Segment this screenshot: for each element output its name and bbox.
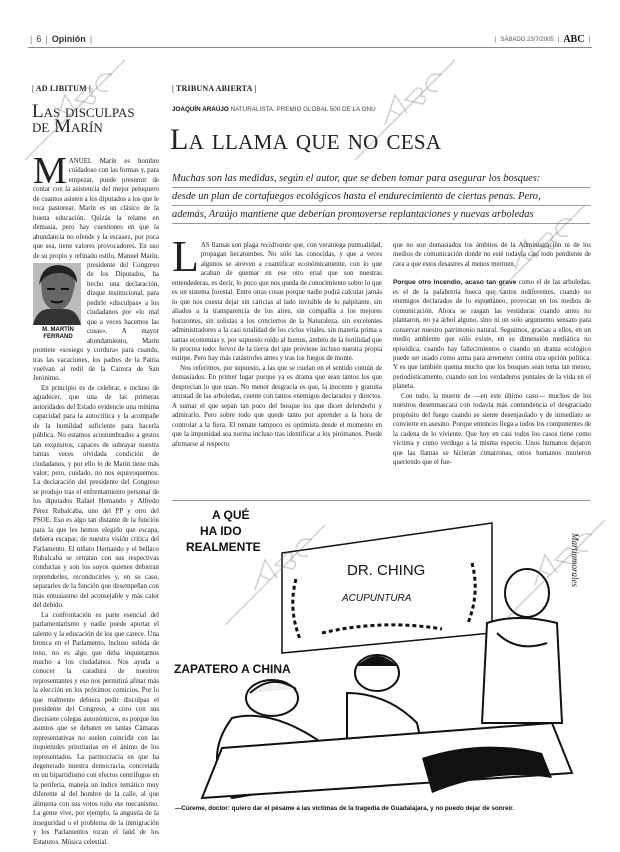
article-column-1: LAS llamas son plaga recidivante que, con veraniega puntualidad, propagan hecatombes. No sólo las conocidas, y que a veces algunos se atreven a cuantificar económicamente, con lo que acaban de quemar en ese otro erial que son nuestras entendederas, es decir, lo poco que nos queda de conocimiento sobre lo que es un sistema forestal. Entre otras cosas porque nadie podrá calcular jamás lo que nos cuesta dejar sin caricias al lado invisible de lo palpitante, sin aliados a la transparencia de los aires, sin compañía a los mejores horizontes, sin solistas a los conciertos de la Naturaleza, sin excelentes administradores a la casi totalidad de los ciclos vitales, sin materia prima a tantas economías y, por supuesto roído al humus, ámbito de la fertilidad que lo procrea todo: fervor de la tierra del que proviene incluso nuestra propia estirpe. Pero hay más catástrofes antes y tras los fuegos de monte. Nos referimos, por supuesto, a las que se cuelan en el sentido común de demasiados. En primer lugar porque ya es drama que sean tantos los que desprecian lo que usan. No menor desgracia es que, la inocente y gratuita amistad de las arboledas, cuente con tantos enemigos declarados y directos. A sumar el que sepan tan poco del bosque los que dicen defenderlo y admirarlo. Pero sobre todo que quede tanto por aprender a la hora de controlar a la fiera. El remate tampoco es optimista desde el momento en que la impunidad sea norma incluso tras identificar a los pirómanos. Puede afirmarse al respecto	[172, 232, 382, 448]
paragraph-lead: Porque otro incendio, acaso tan grave	[393, 279, 517, 287]
page-number: 6	[36, 34, 42, 44]
page-header-right: | SÁBADO 23/7/2005 | ABC |	[494, 34, 590, 45]
dropcap: M	[33, 150, 67, 192]
author-role: NATURALISTA. PREMIO GLOBAL 500 DE LA ONU	[230, 106, 376, 113]
left-article-body: M M. MARTÍN FERRAND ANUEL Marín es hombre cuidadoso con las formas y, para empezar, puede presumir de contar con la asistencia del mejor peluquero de cuantos asisten a los diputados a los que le toca pastorear. Marín es un clásico de la buena educación. Quizás la relame en demasía, pero hay cuestiones en que la abundancia no ofende y la escasez, por poca que sea, tiene valores provocadores. En uso de su propio y refinado estilo, Manuel Marín, presidente del Congreso de los Diputados, ha hecho una declaración, dizque institucional, para pedirle «disculpas» a los ciudadanos por «lo mal que a veces hacemos las cosas». A mayor abundamiento, Marín promete «sosiego y cordura» para cuando, tras las vacaciones, los padres de la Patria vuelvan al redil de la Carrera de San Jerónimo. En principio es de celebrar, e incluso de agradecer, que una de las primeras autoridades del Estado evidencie una mínima capacidad para la autocrítica y la acompañe de la humildad suficiente para hacerla pública. No estamos acostumbrados a gestos tan exquisitos, capaces de subrayar nuestra tantas veces olvidada condición de ciudadanos, y por ello lo de Marín tiene más valor; pero, cuidado, no nos equivoquemos. La declaración del presidente del Congreso se produjo tras el enfrentamiento personal de los diputados Rafael Hernando y Alfredo Pérez Rubalcaba, uno del PP y otro del PSOE. Eso es algo tan distante de la función para la que les hemos elegido que escapa, debiera escapar, de nuestra visión crítica del Parlamento. El niñato Hernando y el bellaco Rubalcaba se retratan con sus respectivas conductas y son los suyos quienes debieran reprenderles, reconducirles y, en su caso, separarles de la función que desempeñan con más entusiasmo del aconsejable y más calor del debido. La confrontación es parte esencial del parlamentarismo y nadie puede aportar el talento y la educación de los que carece. Una bronca en el Parlamento, incluso subida de tono, no es algo que deba inquietarnos mucho a los ciudadanos. Nos ayuda a conocer la catadura de nuestros representantes y eso nos permitirá afinar más la elección en los próximos comicios. Por lo que realmente debiera pedir disculpas el presidente del Congreso, a coro con sus diecisiete colegas autonómicos, es porque los asuntos que se debaten en tantas Cámaras representativas no suelen coincidir con las inquietudes prioritarias en el ánimo de los representados. La partitocracia en que ha degenerado nuestra democracia, concretada en un bipartidismo con efectos centrífugos en la periferia, maneja un índice temático muy diferente al del hombre de la calle, al que alimenta con sus votos todo ese mecanismo. La gente vive, por ejemplo, la angustia de la inseguridad o el problema de la inmigración y los Parlamentos tocan el laúd de los Estatutos. Música celestial.	[33, 150, 159, 846]
section-name: Opinión	[51, 34, 86, 44]
cartoon-headline-2: HA IDO	[200, 524, 242, 538]
sign-name: DR. CHING	[347, 562, 426, 579]
cartoon-headline-3: REALMENTE	[186, 540, 261, 554]
byline	[172, 106, 376, 113]
article-deck: Muchas son las medidas, según el autor, que se deben tomar para asegurar los bosques: desde un plan de cortafuegos ecológicos hasta el endurecimiento de ciertas penas. Pero, además, Araújo mantiene que deberían promoverse replantaciones y nuevas arboledas	[172, 170, 590, 224]
author-name: M. MARTÍN FERRAND	[42, 327, 74, 340]
dropcap: L	[172, 232, 199, 281]
issue-date: SÁBADO 23/7/2005	[500, 36, 554, 43]
editorial-cartoon	[172, 503, 590, 803]
page-header-left: | 6 | Opinión |	[30, 34, 93, 44]
cartoon-headline-4: ZAPATERO A CHINA	[174, 662, 291, 676]
article-column-2: que no son demasiados los ámbitos de la Administración ni de los medios de comunicación donde no esté todavía casi todo pendiente de cara a que estos desastres al menos mermen. Porque otro incendio, acaso tan grave como el de las arboledas, es el de la palabrería hueca que tantos indiferentes, cuando no enemigos declarados de lo espontáneo, provocan en los medios de comunicación. Ahora se rasgan las vestiduras cuando antes no plantaron, no ya árbol alguno, sino ni un solo argumento sensato para conservar nuestro patrimonio natural. Seguimos, gracias a ellos, en un medio ambiente que sólo existe, en su dimensión mediática no episódica, cuando hay fallecimientos o cuando un drama ecológico puede ser usado como arma para arremeter contra otra opción política. Y es que también quema mucho que los bosques sean tema tan menor, periodísticamente, cuando son los verdaderos puntales de la vida en el planeta. Con todo, la muerte de —en este último caso— muchos de los nuestros desenmascara con todavía más contundencia el desgraciado propósito del fuego cuando se siente desenjaulado y de inmediato se convierte en asesino. Porque entonces llega a todos los componentes de la cadena de lo viviente. Que hoy en casi todos los casos tiene como víctima y como verdugo a la misma especie. Unos humanos dejaron que las llamas se hicieran cimarronas, otros humanos murieron queriendo que el fue-	[393, 242, 591, 466]
left-article-title: Las disculpas de Marín	[32, 101, 135, 137]
cartoonist-signature: Martinmorales	[570, 533, 580, 587]
cartoon-headline-1: A QUÉ	[212, 508, 250, 522]
brand-logo: ABC	[563, 34, 585, 45]
header-divider	[28, 47, 592, 48]
sign-subtitle: ACUPUNTURA	[342, 593, 412, 604]
cartoon-caption: —Cúreme, doctor: quiero dar el pésame a las víctimas de la tragedia de Guadalajara, y no puedo dejar de sonreír.	[175, 805, 515, 812]
author-photo-block	[33, 263, 83, 341]
author-name: JOAQUÍN ARAÚJO	[172, 106, 229, 113]
main-article-title: La llama que no cesa	[170, 123, 442, 156]
author-photo	[33, 263, 81, 325]
doctor-sign	[282, 523, 492, 653]
main-section-label: | TRIBUNA ABIERTA |	[172, 84, 257, 93]
cartoon-divider	[172, 500, 590, 501]
left-section-label: | AD LIBITUM |	[32, 84, 91, 93]
